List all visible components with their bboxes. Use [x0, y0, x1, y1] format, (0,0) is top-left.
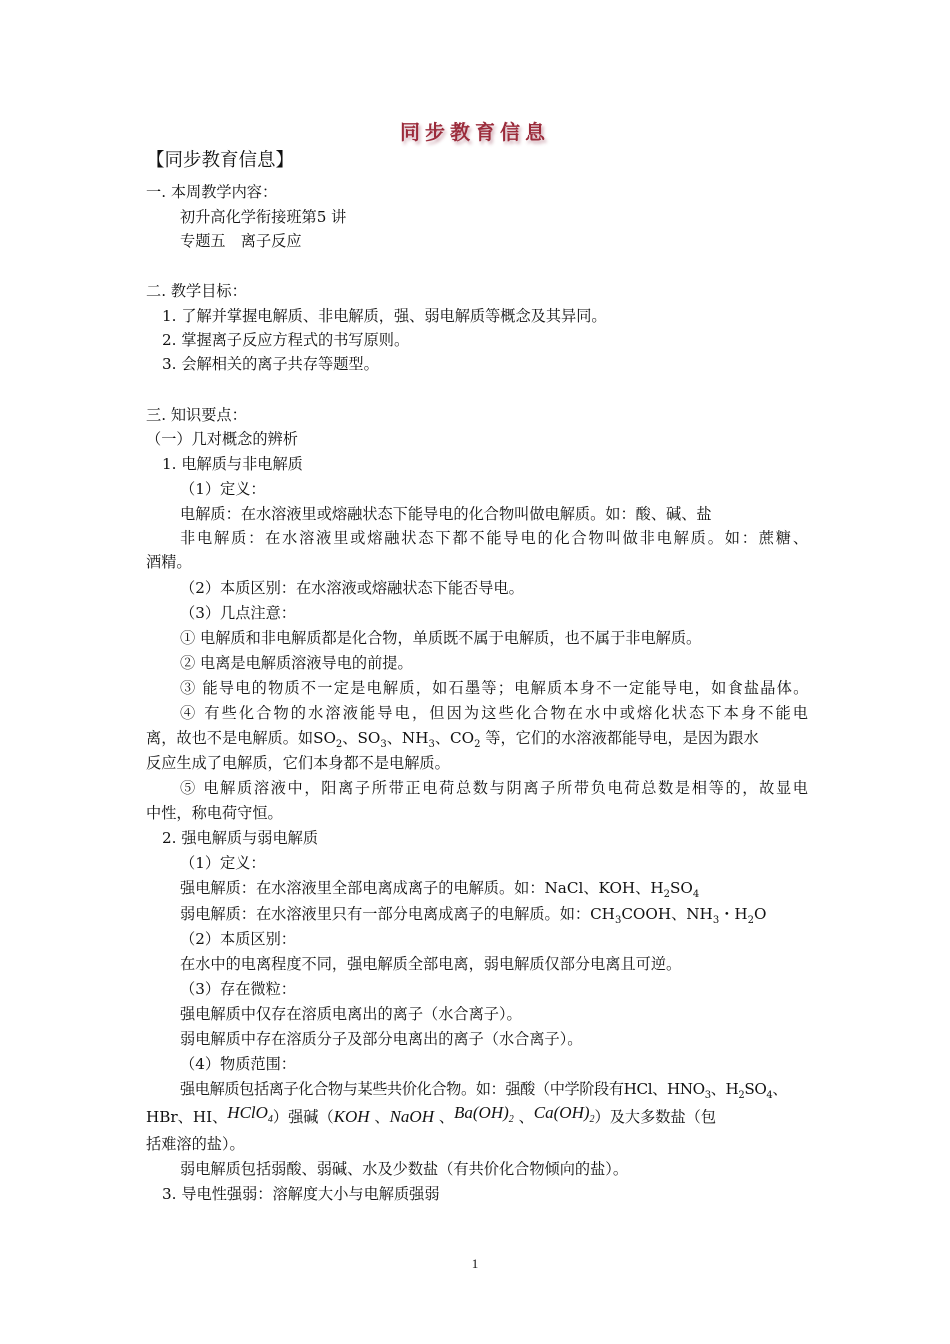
section-heading: 【同步教育信息】 — [146, 150, 295, 171]
p2-scope-2-post: ）及大多数盐（包 — [594, 1108, 717, 1126]
p2-particles: （3）存在微粒： — [180, 980, 296, 998]
formula-caoh2: $Ca(OH)_2$ — [533, 1103, 595, 1125]
p2-scope-4: 弱电解质包括弱酸、弱碱、水及少数盐（有共价化合物倾向的盐）。 — [180, 1160, 629, 1178]
s2-goal1: 1. 了解并掌握电解质、非电解质，强、弱电解质等概念及其异同。 — [162, 307, 607, 325]
p1-note4b: 离，故也不是电解质。如$SO_2$、$SO_3$、$NH_3$、$CO_2$ 等，它们的水溶液都能导电，是因为跟水 — [146, 729, 759, 750]
p2-strong-pre: 强电解质：在水溶液里全部电离成离子的电解质。如： — [180, 879, 545, 897]
s3-sub1: （一）几对概念的辨析 — [146, 430, 298, 448]
p3-title: 3. 导电性强弱：溶解度大小与电解质强弱 — [162, 1185, 440, 1203]
s1-line2: 专题五 离子反应 — [180, 232, 302, 250]
banner-title: 同步教育信息 — [400, 120, 550, 144]
p2-title: 2. 强电解质与弱电解质 — [162, 829, 319, 847]
p2-strong: 强电解质：在水溶液里全部电离成离子的电解质。如：NaCl、KOH、$H_2SO_4$ — [180, 879, 700, 900]
p2-essence-text: 在水中的电离程度不同，强电解质全部电离，弱电解质仅部分电离且可逆。 — [180, 955, 682, 973]
s2-title: 二. 教学目标： — [146, 282, 247, 300]
p1-note4b-post: 等，它们的水溶液都能导电，是因为跟水 — [485, 729, 759, 747]
s1-line1: 初升高化学衔接班第5 讲 — [180, 208, 347, 226]
s2-goal3: 3. 会解相关的离子共存等题型。 — [162, 355, 379, 373]
p2-def: （1）定义： — [180, 854, 266, 872]
formula-baoh2: $Ba(OH)_2$ — [454, 1103, 514, 1125]
p1-title: 1. 电解质与非电解质 — [162, 455, 303, 473]
p2-particles-1: 强电解质中仅存在溶质电离出的离子（水合离子）。 — [180, 1005, 522, 1023]
p2-scope-2-mid: ）强碱（ — [272, 1108, 334, 1126]
p1-note4c: 反应生成了电解质，它们本身都不是电解质。 — [146, 754, 450, 772]
page-number: 1 — [471, 1256, 479, 1271]
p2-essence: （2）本质区别： — [180, 930, 296, 948]
p1-note1: ① 电解质和非电解质都是化合物，单质既不属于电解质，也不属于非电解质。 — [180, 629, 702, 647]
p2-scope-2: HBr、HI、HClO$_4$）强碱（KOH 、NaOH 、$Ba(OH)_2$ 、$Ca(OH)_2$）及大多数盐（包 — [146, 1103, 717, 1126]
p2-weak-pre: 弱电解质：在水溶液里只有一部分电离成离子的电解质。如： — [180, 905, 591, 923]
p1-nonelectrolyte-b: 酒精。 — [146, 553, 192, 571]
p2-scope-1-pre: 强电解质包括离子化合物与某些共价化合物。如：强酸（中学阶段有 — [180, 1080, 624, 1098]
formula-hclo4: HClO$_4$ — [227, 1103, 273, 1125]
p1-essence: （2）本质区别：在水溶液或熔融状态下能否导电。 — [180, 579, 524, 597]
p2-scope-2-pre: HBr、HI、 — [146, 1108, 228, 1126]
p1-note2: ② 电离是电解质溶液导电的前提。 — [180, 654, 413, 672]
p2-scope-3: 括难溶的盐）。 — [146, 1135, 245, 1153]
p1-note5b: 中性，称电荷守恒。 — [146, 804, 283, 822]
s3-title: 三. 知识要点： — [146, 406, 247, 424]
p2-scope-1: 强电解质包括离子化合物与某些共价化合物。如：强酸（中学阶段有HCl、$HNO_3$、$H_2SO_4$、 — [180, 1080, 788, 1101]
p1-note3: ③ 能导电的物质不一定是电解质，如石墨等；电解质本身不一定能导电，如食盐晶体。 — [180, 679, 808, 697]
p1-note4b-pre: 离，故也不是电解质。如 — [146, 729, 314, 747]
formula-koh: KOH — [333, 1107, 370, 1126]
p1-nonelectrolyte-a: 非电解质：在水溶液里或熔融状态下都不能导电的化合物叫做非电解质。如：蔗糖、 — [180, 529, 808, 547]
p1-electrolyte: 电解质：在水溶液里或熔融状态下能导电的化合物叫做电解质。如：酸、碱、盐 — [180, 505, 712, 523]
s2-goal2: 2. 掌握离子反应方程式的书写原则。 — [162, 331, 410, 349]
p1-note4a: ④ 有些化合物的水溶液能导电，但因为这些化合物在水中或熔化状态下本身不能电 — [180, 704, 808, 722]
p2-scope: （4）物质范围： — [180, 1055, 296, 1073]
s1-title: 一. 本周教学内容： — [146, 183, 278, 201]
formula-naoh: NaOH — [389, 1107, 434, 1126]
p2-weak: 弱电解质：在水溶液里只有一部分电离成离子的电解质。如：$CH_3COOH$、$NH_3$・$H_2O$ — [180, 905, 767, 926]
p1-def: （1）定义： — [180, 480, 266, 498]
p1-notes: （3）几点注意： — [180, 604, 296, 622]
p2-particles-2: 弱电解质中存在溶质分子及部分电离出的离子（水合离子）。 — [180, 1030, 583, 1048]
p1-note5a: ⑤ 电解质溶液中，阳离子所带正电荷总数与阴离子所带负电荷总数是相等的，故显电 — [180, 779, 808, 797]
